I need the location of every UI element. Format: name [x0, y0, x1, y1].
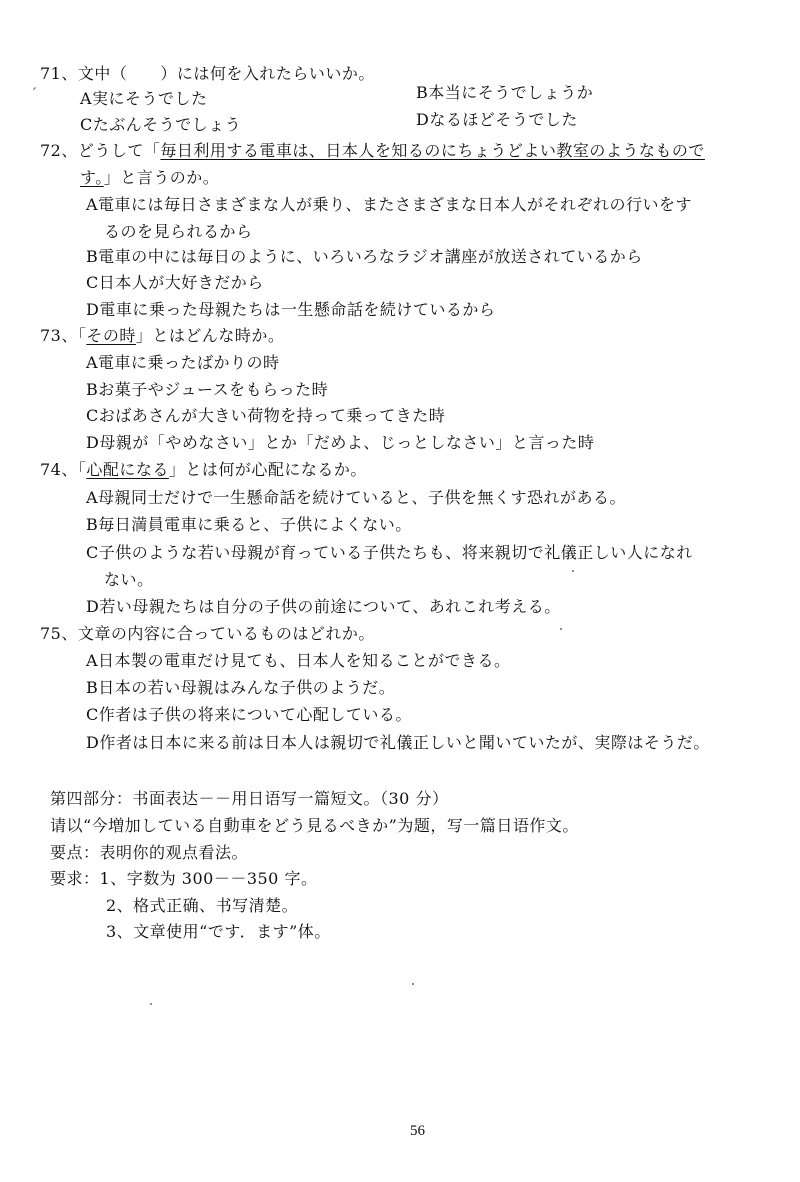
question-72-option-a: A電車には毎日さまざまな人が乗り、またさまざまな日本人がそれぞれの行いをす — [86, 195, 693, 214]
question-75-option-c: C作者は子供の将来について心配している。 — [86, 705, 412, 724]
pencil-tick-mark: ′ — [33, 86, 37, 102]
part4-requirement-1 — [50, 869, 317, 889]
question-71-option-b: B本当にそうでしょうか — [416, 83, 594, 102]
question-number: 75、 — [40, 624, 78, 643]
scan-speck — [412, 983, 414, 985]
question-number: 74、 — [40, 460, 78, 479]
question-74-stem — [40, 460, 367, 480]
part4-requirement-2: 2、格式正确、书写清楚。 — [106, 896, 299, 915]
question-72-stem-line1 — [40, 141, 705, 161]
question-74-option-b: B毎日満員電車に乗ると、子供によくない。 — [86, 515, 412, 534]
question-73-option-c: Cおばあさんが大きい荷物を持って乗ってきた時 — [86, 406, 446, 425]
question-number: 72、 — [40, 141, 78, 160]
question-71-option-c: Cたぶんそうでしょう — [80, 115, 242, 134]
question-74-option-c: C子供のような若い母親が育っている子供たちも、将来親切で礼儀正しい人になれ — [86, 543, 693, 562]
question-72-option-b: B電車の中には毎日のように、いろいろなラジオ講座が放送されているから — [86, 247, 643, 266]
question-75-stem — [40, 624, 375, 644]
question-72-option-c: C日本人が大好きだから — [86, 273, 264, 292]
page-number: 56 — [410, 1123, 425, 1139]
scan-speck — [150, 1003, 152, 1005]
question-75-option-d: D作者は日本に来る前は日本人は親切で礼儀正しいと聞いていたが、実際はそうだ。 — [86, 733, 710, 752]
question-text: 「 — [77, 460, 87, 479]
question-number: 73、 — [40, 326, 78, 345]
question-text: 「 — [77, 326, 87, 345]
question-text: 文中（ ）には何を入れたらいいか。 — [77, 64, 375, 83]
question-74-option-a: A母親同士だけで一生懸命話を続けていると、子供を無くす恐れがある。 — [86, 488, 627, 507]
part4-requirement-3: 3、文章使用“です．ます”体。 — [106, 922, 331, 941]
question-75-option-a: A日本製の電車だけ見ても、日本人を知ることができる。 — [86, 651, 511, 670]
scan-speck — [572, 570, 574, 572]
question-text: 」と言うのか。 — [103, 168, 220, 187]
question-71-stem — [40, 64, 375, 84]
part4-heading: 第四部分：书面表达－－用日语写一篇短文。（30 分） — [50, 789, 449, 808]
question-text: どうして「 — [77, 141, 161, 160]
question-71-option-d: Dなるほどそうでした — [416, 110, 578, 129]
underlined-quote: 心配になる — [86, 460, 169, 479]
question-text: 文章の内容に合っているものはどれか。 — [77, 624, 375, 643]
question-72-option-d: D電車に乗った母親たちは一生懸命話を続けているから — [86, 300, 496, 319]
question-74-option-c-continued: ない。 — [104, 570, 154, 589]
requirements-label: 要求： — [50, 869, 100, 888]
question-73-option-b: Bお菓子やジュースをもらった時 — [86, 380, 329, 399]
question-text: 」とは何が心配になるか。 — [168, 460, 367, 479]
question-72-stem-line2 — [80, 168, 219, 188]
part4-instruction: 请以“今増加している自動車をどう見るべきか”为题，写一篇日语作文。 — [50, 816, 579, 835]
question-73-stem — [40, 326, 284, 346]
question-73-option-d: D母親が「やめなさい」とか「だめよ、じっとしなさい」と言った時 — [86, 433, 595, 452]
question-number: 71、 — [40, 64, 78, 83]
question-72-option-a-continued: るのを見られるから — [104, 222, 253, 241]
part4-key-point: 要点：表明你的观点看法。 — [50, 843, 249, 862]
underlined-quote: その時 — [86, 326, 136, 345]
underlined-quote: す。 — [80, 168, 104, 187]
underlined-quote: 毎日利用する電車は、日本人を知るのにちょうどよい教室のようなもので — [160, 141, 705, 160]
question-73-option-a: A電車に乗ったばかりの時 — [86, 353, 280, 372]
scan-speck — [560, 628, 562, 630]
requirement-text: 1、字数为 300－－350 字。 — [99, 869, 318, 888]
question-75-option-b: B日本の若い母親はみんな子供のようだ。 — [86, 678, 396, 697]
question-71-option-a: A実にそうでした — [80, 89, 208, 108]
question-74-option-d: D若い母親たちは自分の子供の前途について、あれこれ考える。 — [86, 597, 561, 616]
question-text: 」とはどんな時か。 — [135, 326, 285, 345]
